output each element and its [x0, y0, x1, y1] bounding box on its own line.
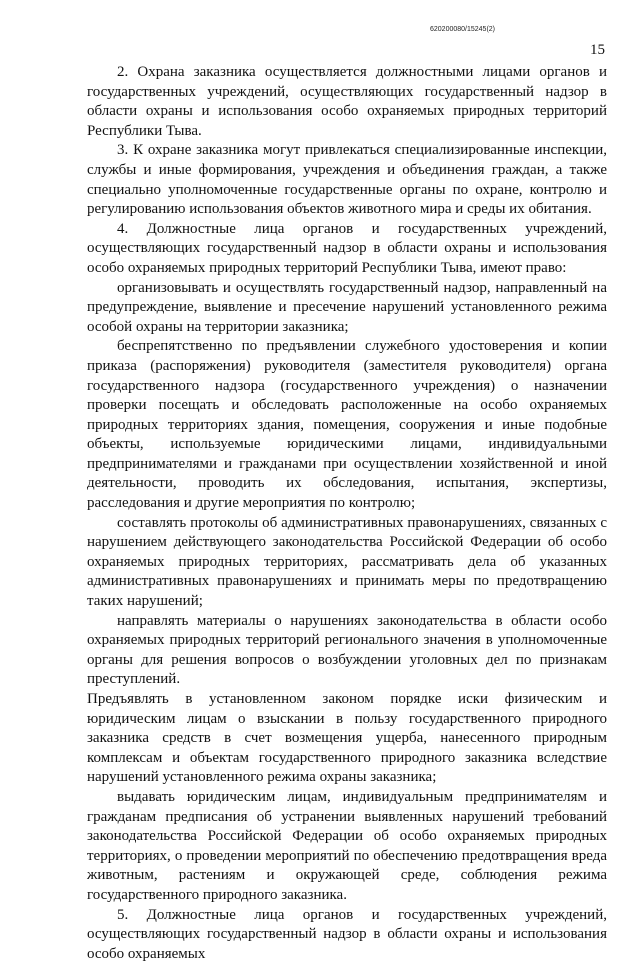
- document-code: 620200080/15245(2): [430, 26, 496, 33]
- paragraph-right-protocols: составлять протоколы об административных правонарушениях, связанных с нарушением действующего законодательства Российской Федерации об особо охраняемых природных территориях, рассматривать дела об указанных административных правонарушениях и принимать меры по предотвращению таких нарушений;: [87, 514, 607, 610]
- page-number: 15: [590, 42, 605, 58]
- paragraph-right-refer: направлять материалы о нарушениях законодательства в области особо охраняемых природных территорий регионального значения в уполномоченные органы для решения вопросов о возбуждении уголовных дел по признакам преступлений.: [87, 612, 607, 688]
- paragraph-right-orders: выдавать юридическим лицам, индивидуальным предпринимателям и гражданам предписания об устранении выявленных нарушений требований законодательства Российской Федерации об особо охраняемых природных территориях, о проведении мероприятий по обеспечению предотвращения вреда животным, растениям и окружающей среде, соблюдения режима государственного природного заказника.: [87, 788, 607, 903]
- document-body: [87, 63, 607, 964]
- paragraph-item-5: 5. Должностные лица органов и государственных учреждений, осуществляющих государственный надзор в области охраны и использования особо охраняемых: [87, 906, 607, 962]
- paragraph-item-4: 4. Должностные лица органов и государственных учреждений, осуществляющих государственный надзор в области охраны и использования особо охраняемых природных территорий Республики Тыва, имеют право:: [87, 220, 607, 276]
- paragraph-right-inspect: беспрепятственно по предъявлении служебного удостоверения и копии приказа (распоряжения) руководителя (заместителя руководителя) органа государственного надзора (государственного учреждения) о назначении проверки посещать и обследовать расположенные на особо охраняемых природных территориях здания, помещения, сооружения и иные подобные объекты, используемые юридическими лицами, индивидуальными предпринимателями и гражданами при осуществлении хозяйственной и иной деятельности, проводить их обследования, испытания, экспертизы, расследования и другие мероприятия по контролю;: [87, 338, 607, 512]
- paragraph-item-2: 2. Охрана заказника осуществляется должностными лицами органов и государственных учреждений, осуществляющих государственный надзор в области охраны и использования особо охраняемых природных территорий Республики Тыва.: [87, 64, 607, 139]
- paragraph-right-claims: Предъявлять в установленном законом порядке иски физическим и юридическим лицам о взыскании в пользу государственного природного заказника средств в счет возмещения ущерба, нанесенного природным комплексам и объектам государственного природного заказника вследствие нарушений установленного режима охраны заказника;: [87, 691, 607, 786]
- paragraph-item-3: 3. К охране заказника могут привлекаться специализированные инспекции, службы и иные формирования, учреждения и объединения граждан, а также специально уполномоченные государственные органы по охране, контролю и регулированию использования объектов животного мира и среды их обитания.: [87, 142, 607, 218]
- paragraph-right-organize: организовывать и осуществлять государственный надзор, направленный на предупреждение, выявление и пресечение нарушений установленного режима особой охраны на территории заказника;: [87, 279, 607, 335]
